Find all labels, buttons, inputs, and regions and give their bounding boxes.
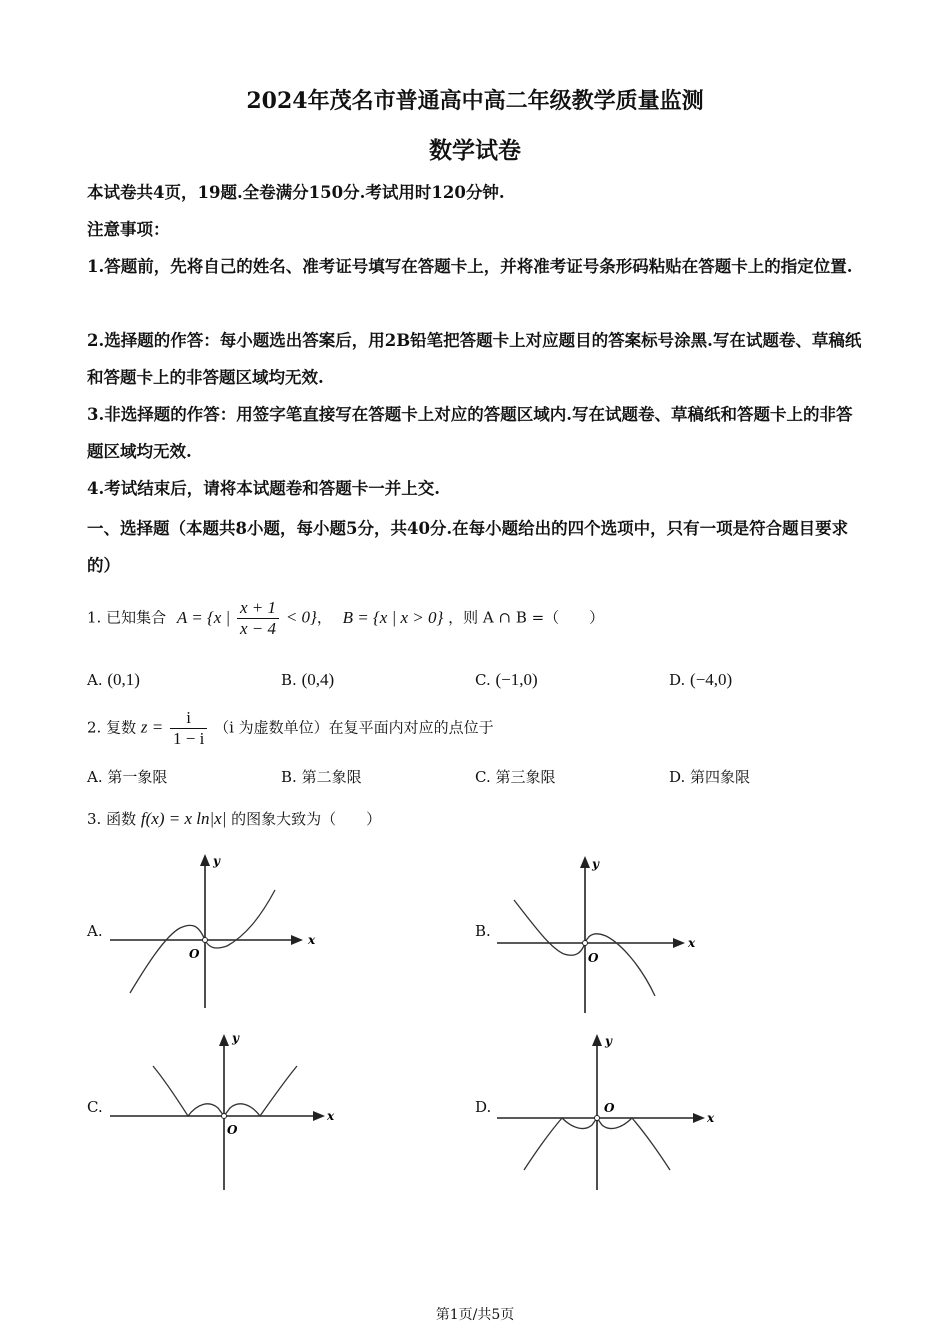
option-b[interactable]: B. 第二象限: [281, 768, 362, 786]
section-heading: 一、选择题（本题共8小题，每小题5分，共40分.在每小题给出的四个选项中，只有一项是符合题目要求的）: [87, 519, 849, 575]
graph-d[interactable]: [492, 1028, 722, 1193]
question-3: [87, 808, 381, 829]
origin-label: O: [189, 947, 200, 961]
origin-label: O: [604, 1101, 615, 1115]
fraction-numerator: i: [170, 708, 207, 729]
option-c[interactable]: C. (−1,0): [475, 670, 538, 689]
option-d[interactable]: D. (−4,0): [669, 670, 733, 689]
fraction-numerator: x + 1: [237, 598, 279, 619]
origin-label: O: [588, 951, 599, 965]
notice-item: 1.答题前，先将自己的姓名、准考证号填写在答题卡上，并将准考证号条形码粘贴在答题卡上的指定位置.: [87, 257, 853, 276]
option-a[interactable]: A. (0,1): [87, 670, 140, 689]
question-lead: 复数: [106, 718, 137, 737]
set-b: B = {x | x > 0}: [342, 607, 444, 627]
x-axis-label: x: [688, 936, 696, 950]
y-axis-label: y: [213, 854, 220, 868]
page-footer: 第1页/共5页: [435, 1307, 515, 1323]
question-2: [87, 708, 494, 749]
question-lead: 已知集合: [106, 608, 167, 627]
option-a[interactable]: A. 第一象限: [87, 768, 168, 786]
option-d[interactable]: D. 第四象限: [669, 768, 751, 786]
question-tail: 的图象大致为（ ）: [231, 810, 382, 828]
y-axis-label: y: [605, 1034, 612, 1048]
x-axis-label: x: [308, 933, 316, 947]
question-number: 3.: [87, 810, 102, 828]
graph-c-letter[interactable]: C.: [87, 1098, 103, 1116]
fraction-denominator: x − 4: [240, 619, 277, 638]
notice-item: 2.选择题的作答：每小题选出答案后，用2B铅笔把答题卡上对应题目的答案标号涂黑.写在试题卷、草稿纸和答题卡上的非答题区域均无效.: [87, 331, 862, 387]
set-a-lhs: A = {x |: [176, 607, 231, 627]
notice-heading: 注意事项：: [87, 220, 170, 239]
set-a-fraction: [237, 598, 279, 639]
graph-b[interactable]: [492, 848, 707, 1018]
z-equals: z =: [140, 717, 164, 737]
notice-item: 4.考试结束后，请将本试题卷和答题卡一并上交.: [87, 479, 440, 498]
option-c[interactable]: C. 第三象限: [475, 768, 556, 786]
x-axis-label: x: [327, 1109, 335, 1123]
origin-label: O: [227, 1123, 238, 1137]
graph-c[interactable]: [105, 1028, 340, 1193]
x-axis-label: x: [707, 1111, 715, 1125]
curve-c: [153, 1066, 297, 1116]
notice-item: 3.非选择题的作答：用签字笔直接写在答题卡上对应的答题区域内.写在试题卷、草稿纸和答题卡上的非答题区域均无效.: [87, 405, 853, 461]
y-axis-label: y: [592, 857, 599, 871]
graph-a[interactable]: [105, 848, 320, 1013]
question-lead: 函数: [106, 810, 137, 828]
page-title: 2024年茂名市普通高中高二年级教学质量监测: [246, 88, 704, 114]
function-expression: f(x) = x ln|x|: [140, 809, 227, 828]
graph-b-letter[interactable]: B.: [475, 922, 491, 940]
set-a-rhs: < 0}: [285, 607, 317, 627]
fraction-denominator: 1 − i: [173, 729, 205, 748]
graph-a-letter[interactable]: A.: [87, 922, 103, 940]
option-b[interactable]: B. (0,4): [281, 670, 335, 689]
question-1: 1. 已知集合 A = {x | $\frac{x + 1}{x - 4}$ < 0}， B = {x | x > 0} ，则 A ∩ B =（ ）: [87, 598, 605, 638]
page-subtitle: 数学试卷: [429, 137, 521, 164]
question-number: 2.: [87, 718, 102, 737]
z-fraction: [170, 708, 207, 749]
question-number: 1.: [87, 608, 102, 627]
y-axis-label: y: [232, 1031, 239, 1045]
question-tail: ，则 A ∩ B =（ ）: [448, 608, 605, 627]
graph-d-letter[interactable]: D.: [475, 1098, 492, 1116]
question-tail: （i 为虚数单位）在复平面内对应的点位于: [214, 718, 494, 737]
intro-text: 本试卷共4页，19题.全卷满分150分.考试用时120分钟.: [87, 183, 505, 202]
